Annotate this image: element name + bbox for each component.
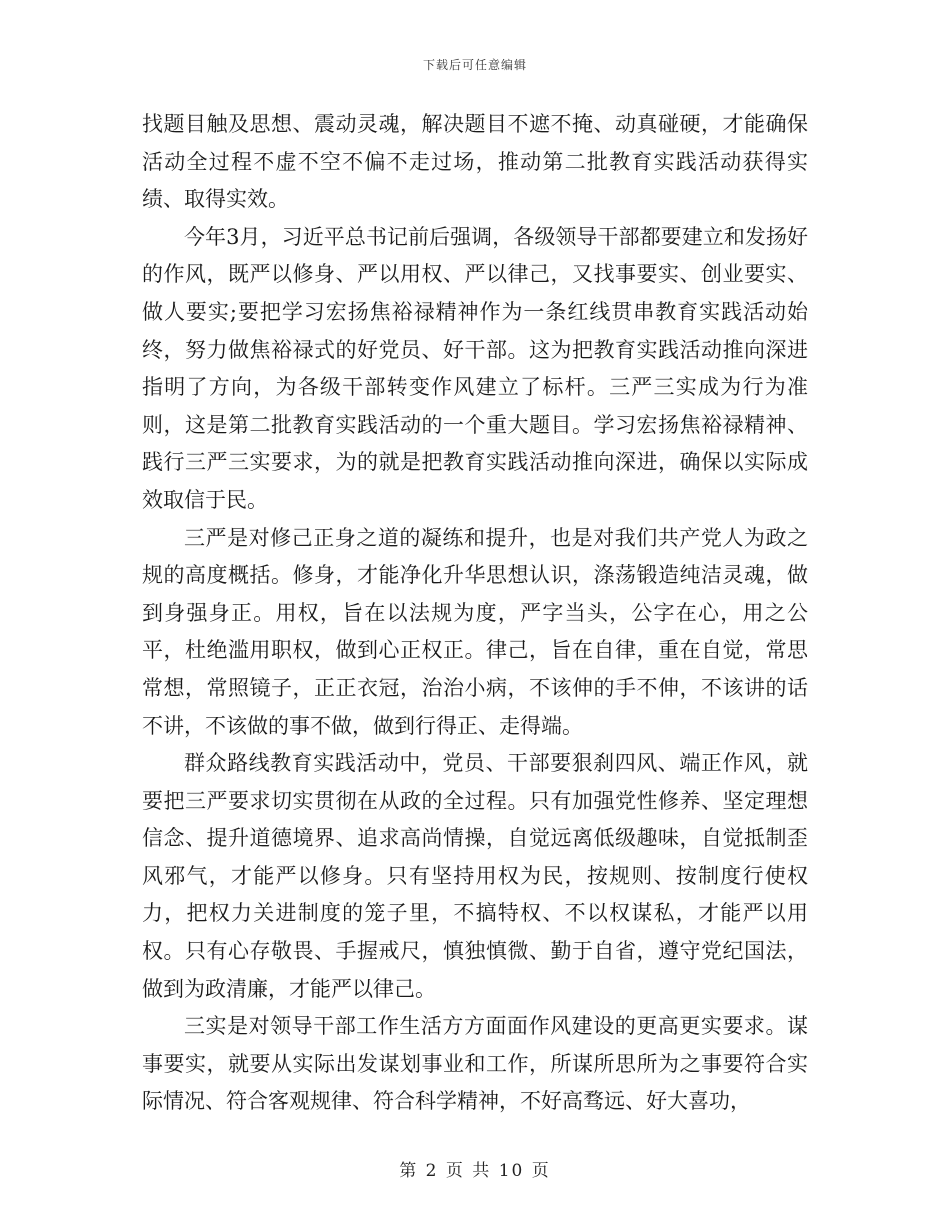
paragraph: 三严是对修己正身之道的凝练和提升，也是对我们共产党人为政之规的高度概括。修身，才能净化升华思想认识，涤荡锻造纯洁灵魂，做到身强身正。用权，旨在以法规为度，严字当头，公字在心，用之公平，杜绝滥用职权，做到心正权正。律己，旨在自律，重在自觉，常思常想，常照镜子，正正衣冠，治治小病，不该伸的手不伸，不该讲的话不讲，不该做的事不做，做到行得正、走得端。 [142, 525, 808, 738]
paragraph: 今年3月，习近平总书记前后强调，各级领导干部都要建立和发扬好的作风，既严以修身、严以用权、严以律己，又找事要实、创业要实、做人要实;要把学习宏扬焦裕禄精神作为一条红线贯串教育实践活动始终，努力做焦裕禄式的好党员、好干部。这为把教育实践活动推向深进指明了方向，为各级干部转变作风建立了标杆。三严三实成为行为准则，这是第二批教育实践活动的一个重大题目。学习宏扬焦裕禄精神、践行三严三实要求，为的就是把教育实践活动推向深进，确保以实际成效取信于民。 [142, 224, 808, 512]
paragraph-continued: 找题目触及思想、震动灵魂，解决题目不遮不掩、动真碰硬，才能确保活动全过程不虚不空不偏不走过场，推动第二批教育实践活动获得实绩、取得实效。 [142, 112, 808, 212]
paragraph: 三实是对领导干部工作生活方方面面作风建设的更高更实要求。谋事要实，就要从实际出发谋划事业和工作，所谋所思所为之事要符合实际情况、符合客观规律、符合科学精神，不好高骛远、好大喜功， [142, 1014, 808, 1114]
page-header-note: 下载后可任意编辑 [422, 58, 527, 72]
paragraph: 群众路线教育实践活动中，党员、干部要狠刹四风、端正作风，就要把三严要求切实贯彻在从政的全过程。只有加强党性修养、坚定理想信念、提升道德境界、追求高尚情操，自觉远离低级趣味，自觉抵制歪风邪气，才能严以修身。只有坚持用权为民，按规则、按制度行使权力，把权力关进制度的笼子里，不搞特权、不以权谋私，才能严以用权。只有心存敬畏、手握戒尺，慎独慎微、勤于自省，遵守党纪国法，做到为政清廉，才能严以律己。 [142, 751, 808, 1001]
document-body [142, 106, 808, 1121]
page-number: 第 2 页 共 10 页 [399, 1161, 551, 1181]
